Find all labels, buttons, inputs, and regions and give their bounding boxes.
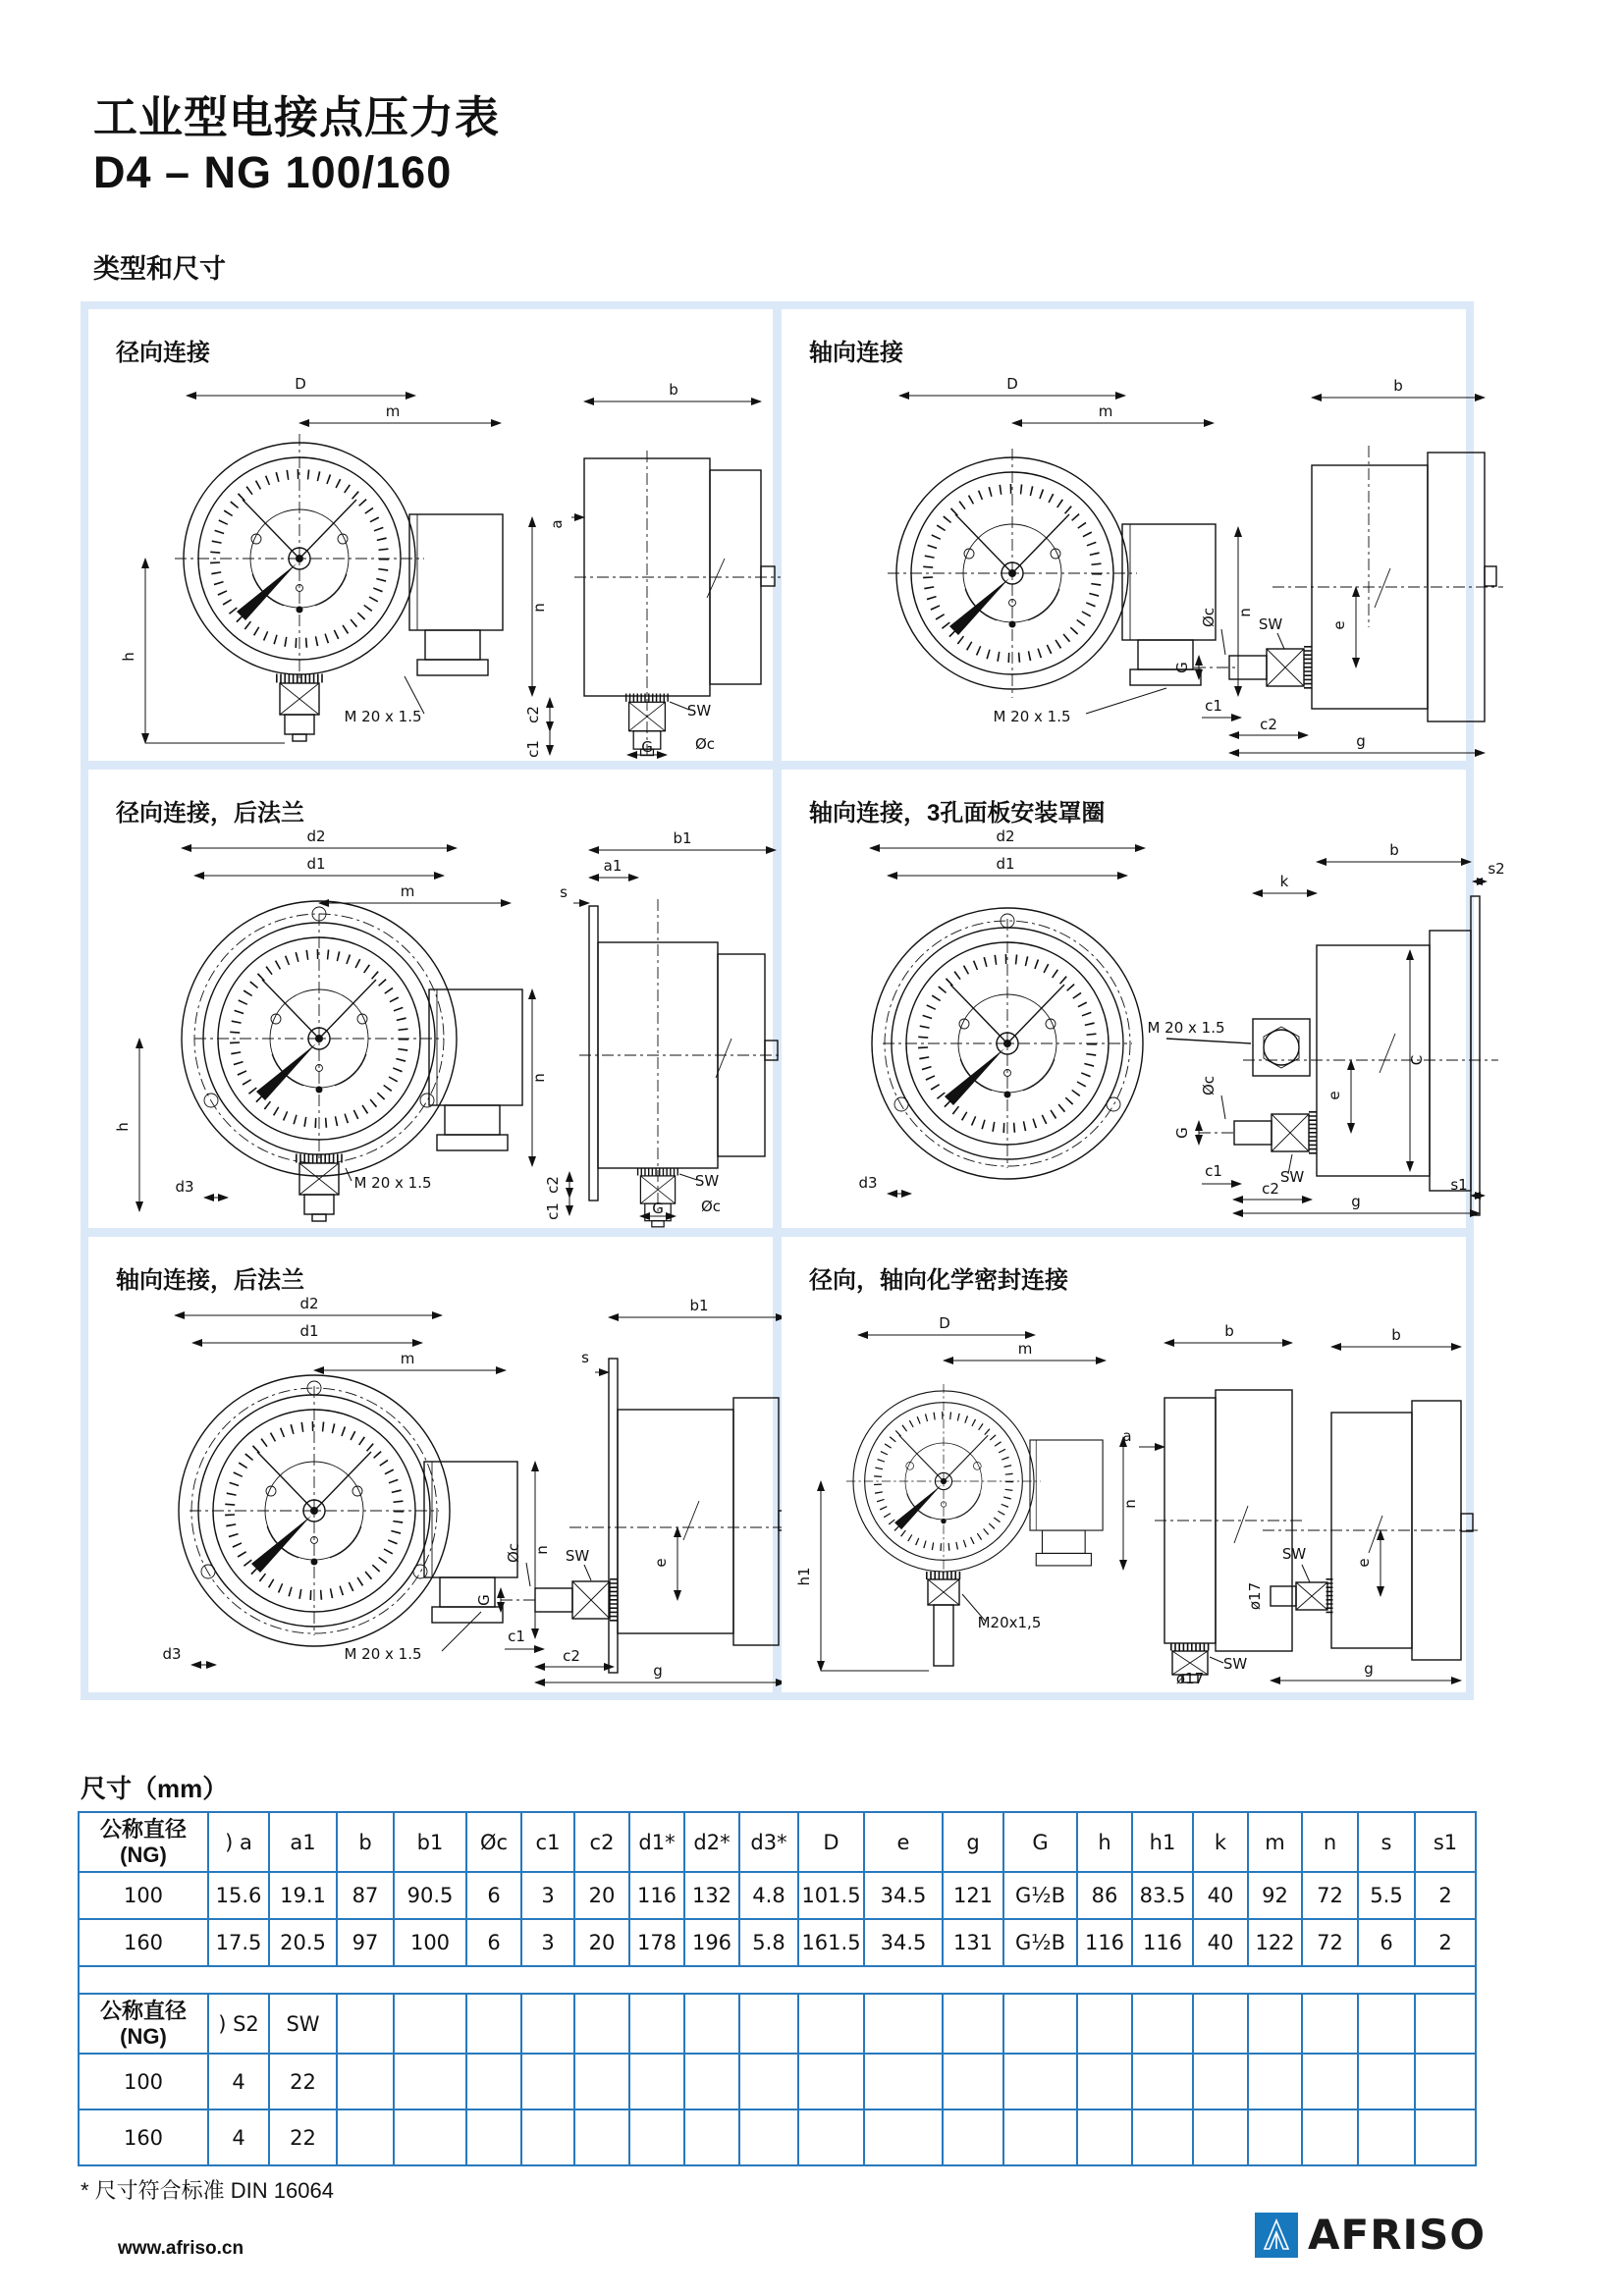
panel-radial-connection — [88, 309, 773, 761]
dimension-lines-side — [1173, 377, 1485, 753]
gauge-front-view — [182, 901, 522, 1221]
dim-label: n — [1121, 1499, 1139, 1509]
panel-label: 径向，轴向化学密封连接 — [809, 1267, 1068, 1294]
panel-label: 径向连接 — [116, 340, 210, 366]
dim-label: m — [385, 402, 401, 420]
col-s1: s1 — [1415, 1812, 1476, 1872]
dim-label: c2 — [563, 1647, 580, 1665]
nominal-dia-line2: (NG) — [120, 1842, 167, 1867]
col-a: ) a — [208, 1812, 269, 1872]
dim-label: M 20 x 1.5 — [353, 1174, 432, 1192]
col-oc: Øc — [466, 1812, 521, 1872]
afriso-logo-text: AFRISO — [1308, 2211, 1487, 2259]
dim-label: c1 — [1205, 1162, 1222, 1180]
col-D: D — [798, 1812, 864, 1872]
dim-label: s — [560, 883, 568, 901]
dim-label: G — [475, 1594, 493, 1606]
dim-label: d1 — [299, 1322, 319, 1340]
dimension-lines — [858, 828, 1251, 1194]
gauge-side-view — [1199, 896, 1498, 1215]
dim-label: h1 — [795, 1567, 813, 1586]
gauge-front-view — [888, 449, 1216, 698]
dim-label: SW — [686, 702, 712, 720]
dimension-lines — [795, 1314, 1139, 1671]
dim-label: s — [581, 1349, 589, 1366]
col-m: m — [1248, 1812, 1302, 1872]
dim-label: Øc — [505, 1542, 522, 1564]
panel-chemical-seal — [782, 1237, 1466, 1692]
dimensions-table — [78, 1811, 1477, 2166]
dim-label: b — [1393, 377, 1403, 395]
dim-label: e — [1330, 620, 1348, 630]
gauge-front-view — [175, 434, 503, 741]
dim-label: G — [641, 738, 653, 756]
dim-label: e — [1326, 1091, 1343, 1100]
dim-label: s1 — [1450, 1176, 1468, 1194]
col-d1: d1* — [629, 1812, 684, 1872]
gauge-side-view — [574, 451, 781, 756]
col-d3: d3* — [739, 1812, 798, 1872]
table-row: 160 17.5 20.5 97 100 6 3 20 178 196 5.8 161.5 34.5 131 G½B 116 116 40 122 72 6 2 — [79, 1919, 1476, 1966]
dim-label: a — [1122, 1427, 1132, 1445]
footnote: * 尺寸符合标准 DIN 16064 — [81, 2178, 334, 2203]
technical-drawing-radial-flange — [88, 828, 773, 1220]
panel-axial-rear-flange — [88, 1237, 773, 1692]
technical-drawing-axial-flange — [88, 1295, 773, 1684]
gauge-front-view — [872, 908, 1143, 1179]
gauge-side-view — [501, 1359, 803, 1673]
dim-label: c2 — [544, 1176, 562, 1194]
dim-label: m — [1098, 402, 1113, 420]
page-title — [93, 90, 500, 200]
section-title: 类型和尺寸 — [93, 254, 226, 284]
technical-drawing-chemical-seal — [782, 1300, 1466, 1687]
dim-label: d3 — [858, 1174, 878, 1192]
dimension-lines-side — [524, 381, 761, 758]
dimension-lines-side — [475, 1297, 813, 1682]
col-n: n — [1302, 1812, 1358, 1872]
dim-label: b1 — [673, 829, 692, 847]
dim-label: C — [1408, 1054, 1426, 1066]
dim-label: n — [1236, 608, 1254, 617]
dim-label: SW — [694, 1172, 720, 1190]
col-k: k — [1193, 1812, 1248, 1872]
afriso-logo — [1255, 2211, 1486, 2259]
col-h: h — [1077, 1812, 1132, 1872]
panel-axial-connection — [782, 309, 1466, 761]
dim-label: G — [1173, 1127, 1191, 1139]
dim-label: Øc — [700, 1198, 722, 1215]
dim-label: h — [114, 1122, 132, 1132]
col-c1: c1 — [521, 1812, 574, 1872]
dim-label: b — [1224, 1322, 1234, 1340]
panel-radial-rear-flange — [88, 770, 773, 1228]
col-e: e — [864, 1812, 943, 1872]
col-nominal-diameter: 公称直径 (NG) — [79, 1994, 208, 2054]
page-title-line2: D4 – NG 100/160 — [93, 147, 453, 197]
dim-label: a1 — [603, 857, 623, 875]
col-b1: b1 — [394, 1812, 466, 1872]
table-row: 160 4 22 — [79, 2109, 1476, 2165]
footer-url: www.afriso.cn — [118, 2238, 244, 2259]
dim-label: c1 — [508, 1628, 525, 1645]
dimensions-table-title: 尺寸（mm） — [81, 1774, 229, 1803]
col-sw: SW — [269, 1994, 337, 2054]
drawing-panels-grid — [81, 301, 1505, 1700]
dim-label: g — [1356, 732, 1366, 750]
dim-label: k — [1279, 873, 1289, 890]
gauge-front-view — [179, 1375, 517, 1646]
dim-label: D — [939, 1314, 950, 1332]
arrow-icon — [1262, 2218, 1291, 2252]
dim-label: g — [1351, 1193, 1361, 1210]
dim-label: ø17 — [1246, 1581, 1264, 1611]
dim-label: d3 — [162, 1645, 182, 1663]
dim-label: Øc — [694, 735, 716, 753]
gauge-side-view — [1194, 446, 1503, 721]
dim-label: d2 — [306, 828, 326, 845]
panel-label: 轴向连接 — [809, 340, 903, 366]
col-h1: h1 — [1132, 1812, 1193, 1872]
technical-drawing-axial-ring — [782, 828, 1505, 1217]
dim-label: h — [120, 652, 137, 662]
dim-label: d1 — [306, 855, 326, 873]
table-row: 100 4 22 — [79, 2054, 1476, 2109]
afriso-logo-mark — [1255, 2213, 1298, 2258]
dim-label: d1 — [996, 855, 1015, 873]
technical-drawing-radial — [88, 372, 773, 757]
dim-label: M 20 x 1.5 — [993, 708, 1071, 725]
dim-label: n — [530, 603, 548, 613]
table2-header-row — [79, 1994, 1476, 2054]
dim-label: m — [1017, 1340, 1033, 1358]
dim-label: m — [400, 882, 415, 900]
dim-label: c1 — [544, 1202, 562, 1220]
col-d2: d2* — [684, 1812, 739, 1872]
gauge-side-view — [579, 899, 785, 1227]
col-g: g — [943, 1812, 1003, 1872]
dim-label: d2 — [996, 828, 1015, 845]
dimension-lines-right — [1246, 1326, 1461, 1681]
side-view-radial-seal — [1155, 1390, 1302, 1682]
dim-label: d2 — [299, 1295, 319, 1312]
dim-label: c2 — [524, 706, 542, 723]
col-G: G — [1003, 1812, 1077, 1872]
dim-label: d3 — [175, 1178, 194, 1196]
dim-label: SW — [1281, 1545, 1307, 1563]
dim-label: G — [652, 1200, 664, 1217]
dim-label: D — [1006, 375, 1018, 393]
dim-label: a — [548, 519, 566, 529]
dim-label: SW — [565, 1547, 590, 1565]
dim-label: SW — [1258, 615, 1283, 633]
col-nominal-diameter — [79, 1812, 208, 1872]
dim-label: SW — [1222, 1655, 1248, 1673]
page-title-line1: 工业型电接点压力表 — [93, 92, 501, 142]
dim-label: M 20 x 1.5 — [1147, 1019, 1225, 1037]
dim-label: M 20 x 1.5 — [344, 708, 422, 725]
dim-label: b1 — [689, 1297, 709, 1314]
dim-label: b — [669, 381, 678, 399]
dim-label: c2 — [1262, 1180, 1279, 1198]
technical-drawing-axial — [782, 372, 1466, 757]
dim-label: g — [1364, 1660, 1374, 1678]
dim-label: e — [652, 1558, 670, 1568]
table-spacer-row — [79, 1966, 1476, 1994]
col-a1: a1 — [269, 1812, 337, 1872]
dim-label: D — [295, 375, 306, 393]
panel-label: 轴向连接，3孔面板安装罩圈 — [809, 800, 1106, 827]
dim-label: b — [1389, 841, 1399, 859]
dim-label: b — [1391, 1326, 1401, 1344]
col-c2: c2 — [574, 1812, 629, 1872]
dimension-lines-mid — [1122, 1322, 1292, 1687]
dim-label: M 20 x 1.5 — [344, 1645, 422, 1663]
dim-label: Øc — [1200, 607, 1218, 628]
dim-label: g — [653, 1662, 663, 1680]
dim-label: n — [530, 1073, 548, 1083]
dim-label: n — [533, 1545, 551, 1555]
dim-label: m — [400, 1350, 415, 1367]
nominal-dia-line1: 公称直径 — [99, 1816, 187, 1842]
panel-label: 轴向连接，后法兰 — [116, 1267, 304, 1294]
table-row: 100 15.6 19.1 87 90.5 6 3 20 116 132 4.8 101.5 34.5 121 G½B 86 83.5 40 92 72 5.5 2 — [79, 1872, 1476, 1919]
table1-header-row — [79, 1812, 1476, 1872]
gauge-front-view — [846, 1384, 1103, 1666]
dim-label: s2 — [1488, 860, 1505, 878]
panel-label: 径向连接，后法兰 — [116, 800, 304, 827]
col-b: b — [337, 1812, 394, 1872]
side-view-axial-seal — [1263, 1401, 1479, 1660]
dim-label: ø17 — [1175, 1670, 1205, 1687]
dim-label: c1 — [1205, 697, 1222, 715]
col-s: s — [1358, 1812, 1415, 1872]
dim-label: G — [1173, 662, 1191, 673]
dim-label: e — [1355, 1558, 1373, 1568]
dim-label: Øc — [1200, 1075, 1218, 1096]
dim-label: c1 — [524, 740, 542, 758]
dim-label: M20x1,5 — [977, 1614, 1042, 1631]
panel-axial-panel-ring — [782, 770, 1505, 1228]
col-s2: ) S2 — [208, 1994, 269, 2054]
dim-label: SW — [1279, 1168, 1305, 1186]
dim-label: c2 — [1260, 716, 1277, 733]
